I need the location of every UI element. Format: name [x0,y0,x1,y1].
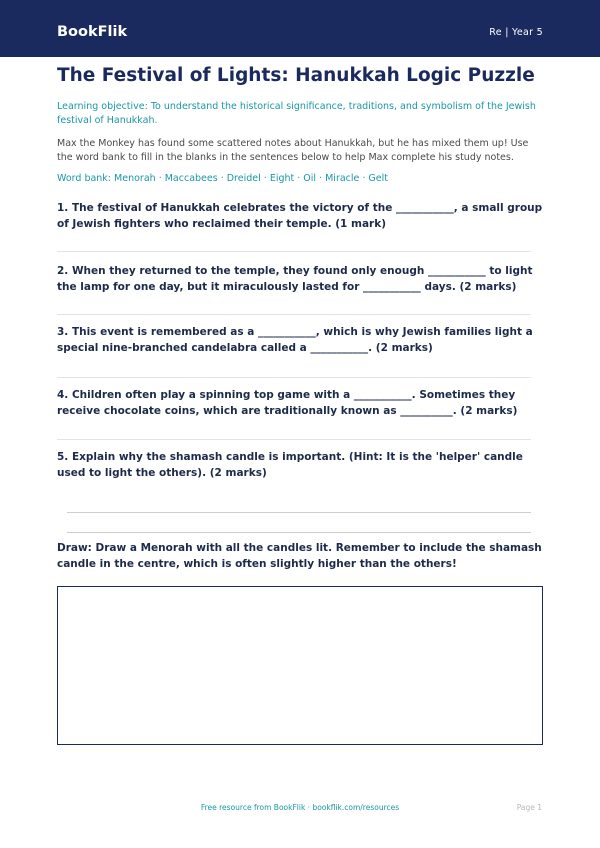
intro-text: Max the Monkey has found some scattered notes about Hanukkah, but he has mixed them up! Use the word bank to fill in the blanks in the sentences below to help Max complete his study notes. [57,138,529,163]
draw-task-instructions: Draw: Draw a Menorah with all the candles lit. Remember to include the shamash candle in the centre, which is often slightly higher than the others! [57,542,542,570]
word-bank-label: Word bank: [57,173,112,184]
answer-line[interactable] [67,512,531,513]
question-divider [57,377,531,378]
question-divider [57,251,531,252]
drawing-area[interactable] [57,586,543,745]
brand-logo-text[interactable]: BookFlik [57,24,128,40]
question-1: 1. The festival of Hanukkah celebrates the victory of the ___________, a small group of Jewish fighters who reclaimed their temple. (1 mark) [57,202,543,230]
page-title: The Festival of Lights: Hanukkah Logic Puzzle [57,65,535,86]
question-2: 2. When they returned to the temple, they found only enough ___________ to light the lamp for one day, but it miraculously lasted for ___________ days. (2 marks) [57,265,533,293]
learning-objective: Learning objective: To understand the historical significance, traditions, and symbolism of the Jewish festival of Hanukkah. [57,101,536,126]
question-divider [57,439,531,440]
header-bar [0,0,600,57]
answer-line[interactable] [67,532,531,533]
footer-resource-link[interactable]: Free resource from BookFlik · bookflik.com/resources [200,803,400,812]
word-bank [57,172,545,186]
word-bank-words: Menorah · Maccabees · Dreidel · Eight · Oil · Miracle · Gelt [114,173,389,184]
page-number: Page 1 [516,803,542,812]
question-3: 3. This event is remembered as a ___________, which is why Jewish families light a special nine-branched candelabra called a ___________. (2 marks) [57,326,533,354]
subject-year-label: Re | Year 5 [489,27,543,38]
question-divider [57,314,531,315]
question-4: 4. Children often play a spinning top game with a ___________. Sometimes they receive chocolate coins, which are traditionally known as __________. (2 marks) [57,389,518,417]
question-5: 5. Explain why the shamash candle is important. (Hint: It is the 'helper' candle used to light the others). (2 marks) [57,451,523,479]
